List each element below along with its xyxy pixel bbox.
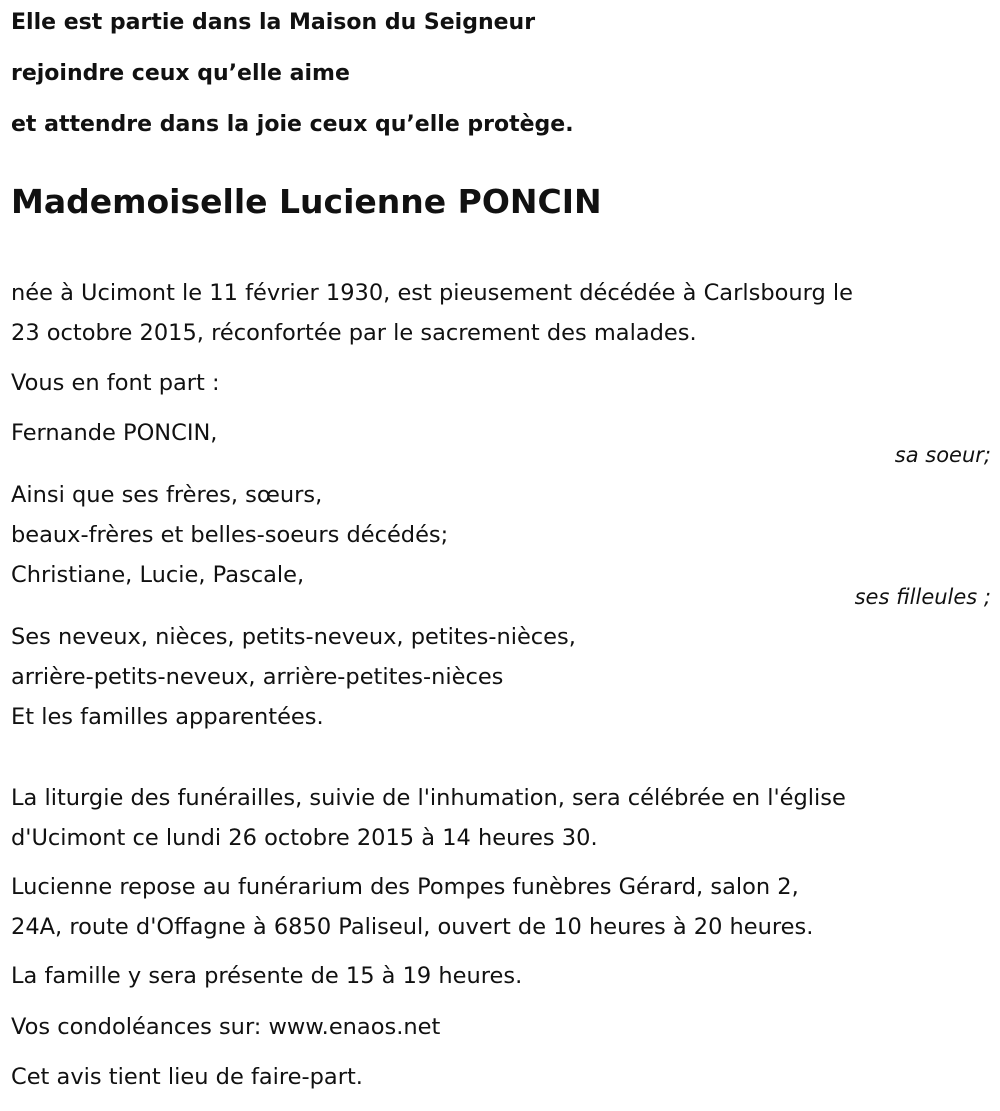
siblings-line: beaux-frères et belles-soeurs décédés;	[11, 522, 449, 548]
relatives-line: Ses neveux, nièces, petits-neveux, petites-nièces,	[11, 624, 576, 650]
poem-line: et attendre dans la joie ceux qu’elle protège.	[11, 112, 574, 137]
sister-role: sa soeur;	[894, 443, 991, 467]
sister-name: Fernande PONCIN,	[11, 420, 218, 446]
funeral-line: d'Ucimont ce lundi 26 octobre 2015 à 14 heures 30.	[11, 825, 598, 851]
poem-verse	[11, 0, 991, 153]
relatives-line: Et les familles apparentées.	[11, 704, 324, 730]
funeral-line: La liturgie des funérailles, suivie de l'inhumation, sera célébrée en l'église	[11, 785, 846, 811]
repose-line: Lucienne repose au funérarium des Pompes funèbres Gérard, salon 2,	[11, 874, 799, 900]
obituary-document	[11, 0, 991, 1090]
poem-line: Elle est partie dans la Maison du Seigneur	[11, 10, 536, 35]
siblings-line: Ainsi que ses frères, sœurs,	[11, 482, 323, 508]
notice-line: Cet avis tient lieu de faire-part.	[11, 1064, 363, 1090]
relatives-line: arrière-petits-neveux, arrière-petites-nièces	[11, 664, 504, 690]
condolences-line: Vos condoléances sur: www.enaos.net	[11, 1014, 441, 1040]
godchildren-role: ses filleules ;	[854, 585, 991, 609]
repose-line: 24A, route d'Offagne à 6850 Paliseul, ouvert de 10 heures à 20 heures.	[11, 914, 814, 940]
intro-line: 23 octobre 2015, réconfortée par le sacrement des malades.	[11, 320, 697, 346]
deceased-name-title: Mademoiselle Lucienne PONCIN	[11, 182, 602, 221]
family-presence: La famille y sera présente de 15 à 19 heures.	[11, 963, 523, 989]
announce-text: Vous en font part :	[11, 370, 220, 396]
poem-line: rejoindre ceux qu’elle aime	[11, 61, 350, 86]
intro-line: née à Ucimont le 11 février 1930, est pieusement décédée à Carlsbourg le	[11, 280, 854, 306]
godchildren-names: Christiane, Lucie, Pascale,	[11, 562, 305, 588]
